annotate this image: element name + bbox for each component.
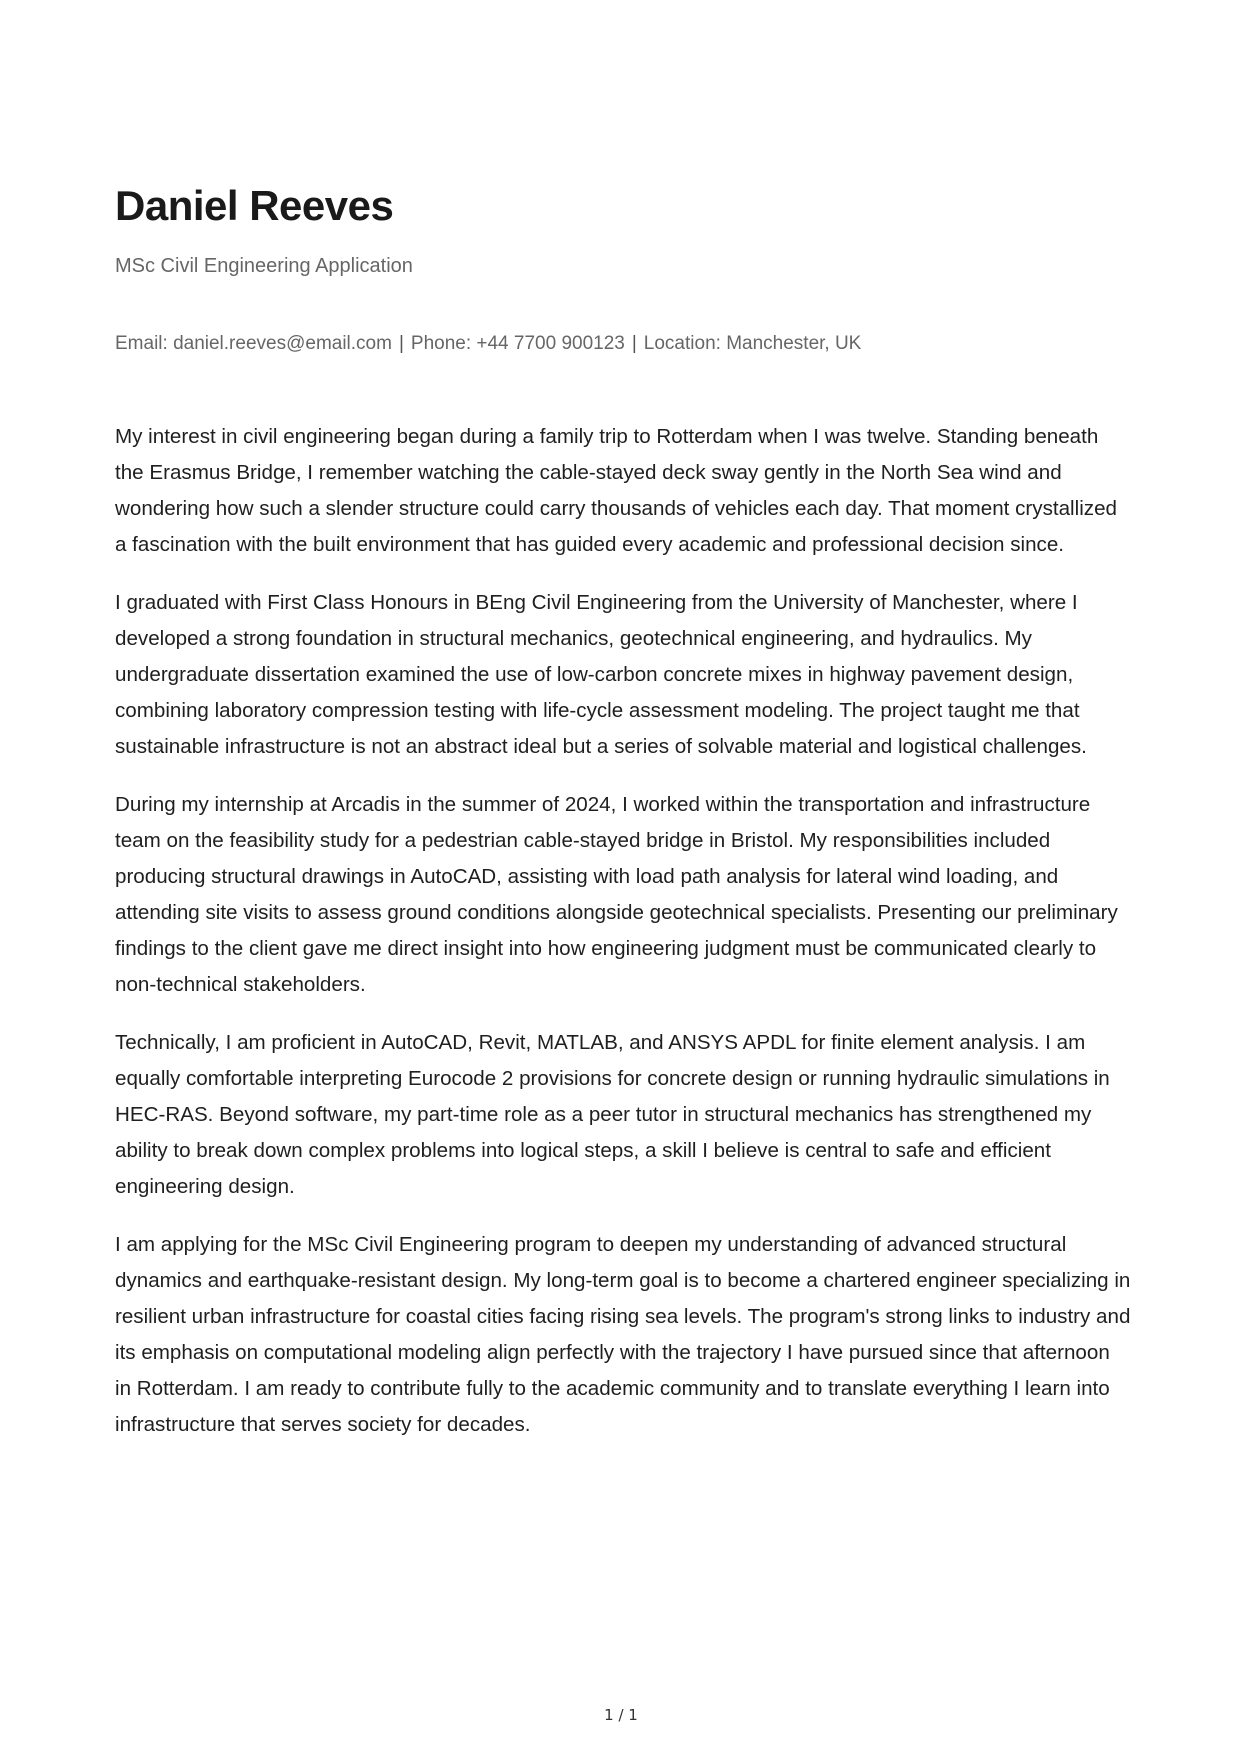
- contact-line: [115, 330, 861, 358]
- applicant-name: Daniel Reeves: [115, 182, 394, 229]
- statement-body: [115, 419, 1131, 1465]
- contact-phone: Phone: +44 7700 900123: [410, 333, 625, 354]
- paragraph-technical-skills: Technically, I am proficient in AutoCAD, Revit, MATLAB, and ANSYS APDL for finite element analysis. I am equally comfortable interpreting Eurocode 2 provisions for concrete design or running hydraulic simulations in HEC-RAS. Beyond software, my part-time role as a peer tutor in structural mechanics has strengthened my ability to break down complex problems into logical steps, a skill I believe is central to safe and efficient engineering design.: [115, 1031, 1110, 1198]
- paragraph-education: I graduated with First Class Honours in BEng Civil Engineering from the University of Manchester, where I developed a strong foundation in structural mechanics, geotechnical engineering, and hydraulics. My undergraduate dissertation examined the use of low-carbon concrete mixes in highway pavement design, combining laboratory compression testing with life-cycle assessment modeling. The project taught me that sustainable infrastructure is not an abstract ideal but a series of solvable material and logistical challenges.: [115, 591, 1087, 758]
- contact-separator: |: [398, 333, 404, 354]
- application-subtitle: MSc Civil Engineering Application: [115, 255, 413, 277]
- contact-location: Location: Manchester, UK: [643, 333, 862, 354]
- paragraph-motivation: My interest in civil engineering began during a family trip to Rotterdam when I was twelve. Standing beneath the Erasmus Bridge, I remember watching the cable-stayed deck sway gently in the North Sea wind and wondering how such a slender structure could carry thousands of vehicles each day. That moment crystallized a fascination with the built environment that has guided every academic and professional decision since.: [115, 425, 1117, 556]
- paragraph-goals: I am applying for the MSc Civil Engineering program to deepen my understanding of advanced structural dynamics and earthquake-resistant design. My long-term goal is to become a chartered engineer specializing in resilient urban infrastructure for coastal cities facing rising sea levels. The program's strong links to industry and its emphasis on computational modeling align perfectly with the trajectory I have pursued since that afternoon in Rotterdam. I am ready to contribute fully to the academic community and to translate everything I learn into infrastructure that serves society for decades.: [115, 1233, 1131, 1436]
- paragraph-internship: During my internship at Arcadis in the summer of 2024, I worked within the transportation and infrastructure team on the feasibility study for a pedestrian cable-stayed bridge in Bristol. My responsibilities included producing structural drawings in AutoCAD, assisting with load path analysis for lateral wind loading, and attending site visits to assess ground conditions alongside geotechnical specialists. Presenting our preliminary findings to the client gave me direct insight into how engineering judgment must be communicated clearly to non-technical stakeholders.: [115, 793, 1118, 996]
- page-number: 1 / 1: [604, 1706, 638, 1724]
- contact-separator: |: [631, 333, 637, 354]
- contact-email: Email: daniel.reeves@email.com: [115, 333, 392, 354]
